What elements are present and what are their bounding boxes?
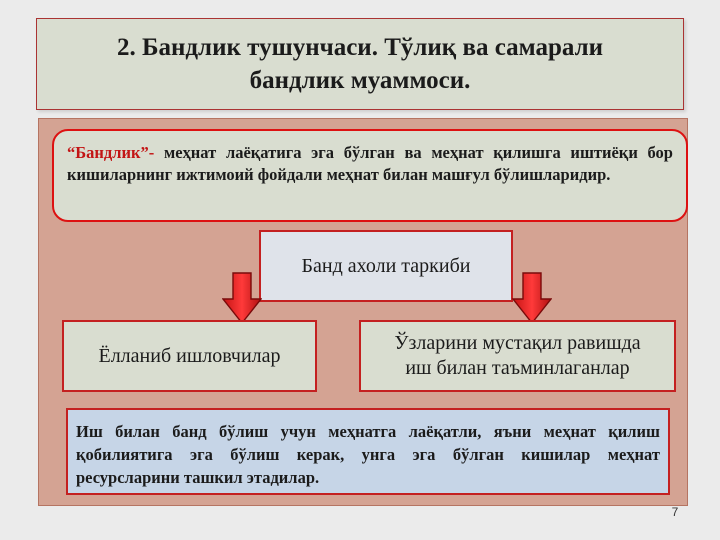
definition-term: “Бандлик”- <box>67 143 155 162</box>
self-employed-label-line-1: Ўзларини мустақил равишда <box>394 332 641 354</box>
hired-workers-box <box>62 320 317 392</box>
page-number: 7 <box>671 505 679 519</box>
employed-population-box <box>259 230 513 302</box>
labor-resources-note: Иш билан банд бўлиш учун меҳнатга лаёқатли, яъни меҳнат қилиш қобилиятига эга бўлиш керак, унга эга бўлган кишилар меҳнат ресурсларини ташкил этадилар. <box>66 408 670 495</box>
employed-population-label: Банд ахоли таркиби <box>301 254 471 277</box>
self-employed-box <box>359 320 676 392</box>
down-arrow-left-icon <box>222 272 262 324</box>
slide-title-line-1: 2. Бандлик тушунчаси. Тўлиқ ва самарали <box>116 34 604 61</box>
definition-text: меҳнат лаёқатига эга бўлган ва меҳнат қилишга иштиёқи бор кишиларнинг ижтимоий фойдали меҳнат билан машғул бўлишларидир. <box>67 143 673 184</box>
down-arrow-right-icon <box>512 272 552 324</box>
definition-box <box>52 129 688 222</box>
slide-title-line-2: бандлик муаммоси. <box>249 67 471 94</box>
slide-title <box>36 18 684 110</box>
self-employed-label-line-2: иш билан таъминлаганлар <box>405 357 630 379</box>
hired-workers-label: Ёлланиб ишловчилар <box>98 344 281 367</box>
